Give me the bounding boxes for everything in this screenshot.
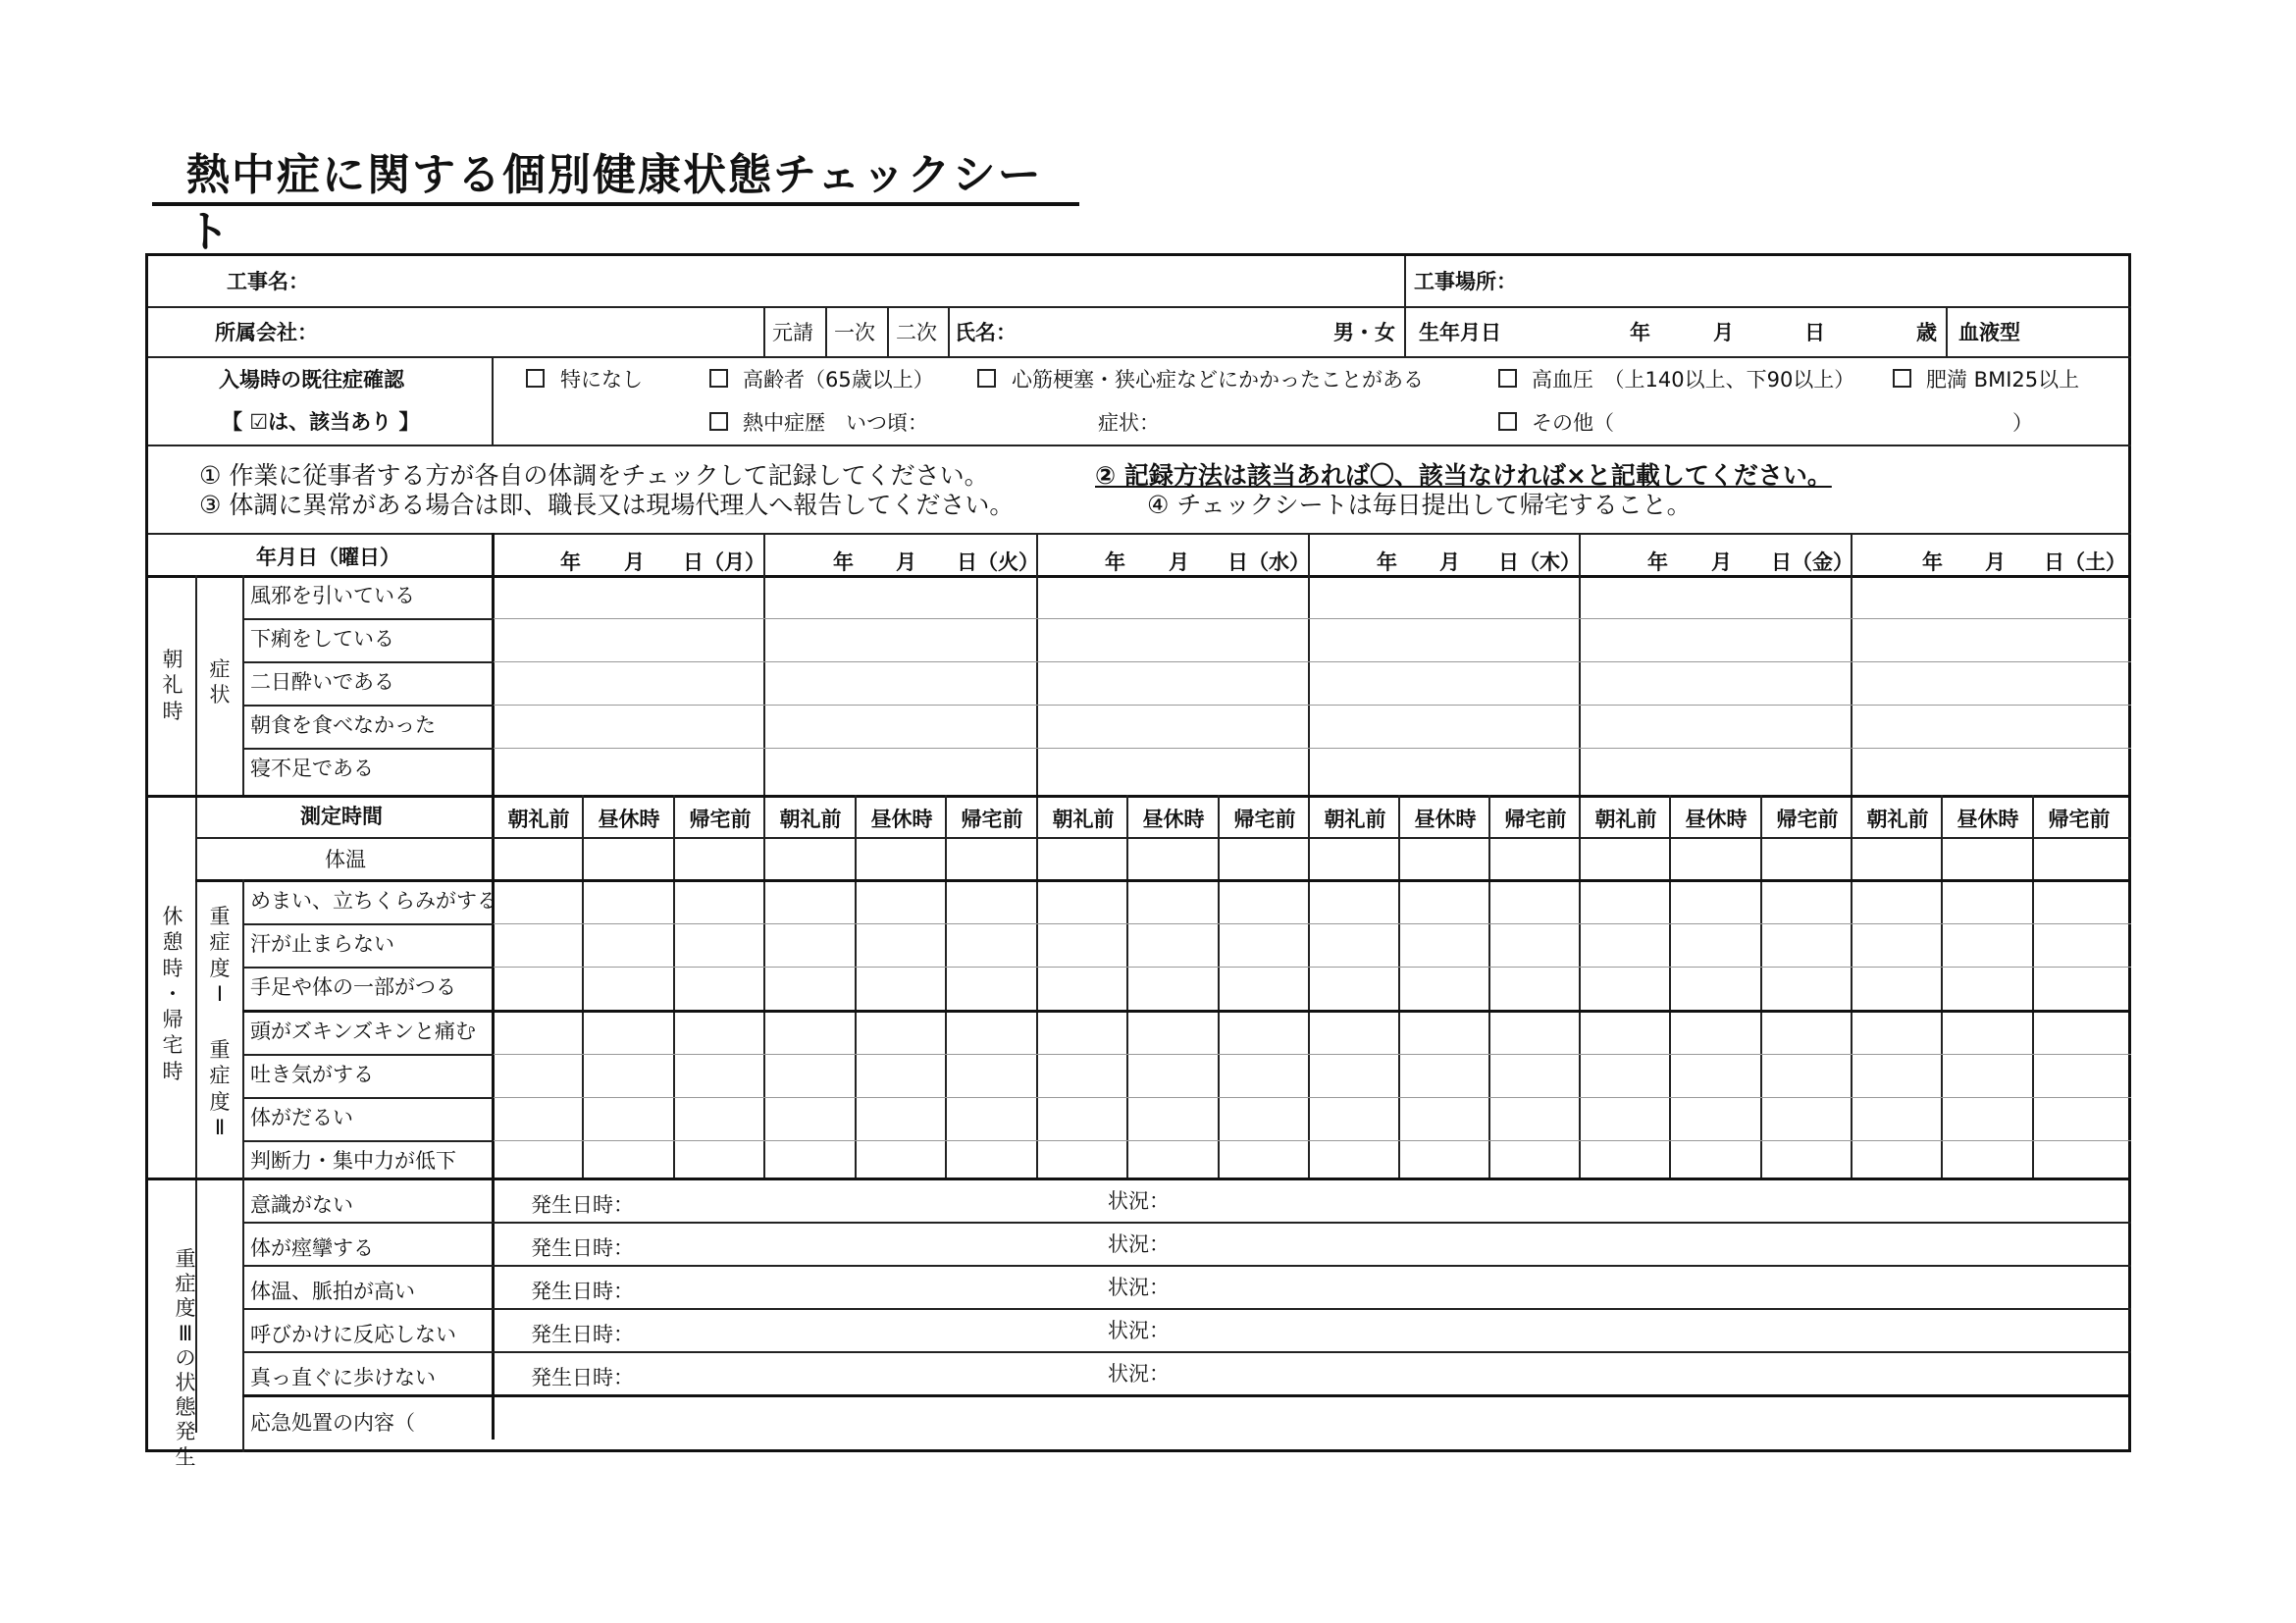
status-label: 状況： bbox=[1108, 1276, 1170, 1299]
slot-line bbox=[1669, 795, 1671, 1178]
morning-item: 下痢をしている bbox=[250, 627, 394, 651]
slot-header: 昼休時 bbox=[1685, 808, 1748, 831]
day4-year: 年 bbox=[1377, 550, 1397, 574]
slot-line bbox=[855, 795, 857, 1178]
day2-month: 月 bbox=[896, 550, 916, 574]
slot-header: 帰宅前 bbox=[1504, 808, 1567, 831]
row-line bbox=[494, 1054, 2131, 1055]
checkbox-heatstroke[interactable] bbox=[709, 412, 728, 431]
row-line bbox=[242, 1097, 493, 1099]
slot-header: 昼休時 bbox=[1142, 808, 1205, 831]
severe-item: 体温、脈拍が高い bbox=[250, 1280, 415, 1303]
row-line bbox=[494, 923, 2131, 924]
contract-second[interactable]: 二次 bbox=[896, 321, 937, 344]
slot-line bbox=[1218, 795, 1220, 1178]
slot-header: 朝礼前 bbox=[1052, 808, 1115, 831]
row-line bbox=[242, 967, 493, 969]
divider bbox=[887, 306, 889, 356]
severity1-item: 手足や体の一部がつる bbox=[250, 975, 456, 999]
row-line bbox=[242, 923, 493, 925]
birth-day: 日 bbox=[1804, 321, 1825, 344]
divider bbox=[1404, 256, 1406, 306]
option-none: 特になし bbox=[560, 368, 643, 392]
company-label: 所属会社： bbox=[215, 321, 318, 344]
morning-item: 朝食を食べなかった bbox=[250, 713, 436, 737]
day5-year: 年 bbox=[1647, 550, 1668, 574]
severity2-label: 重 症 度 Ⅱ bbox=[209, 1038, 231, 1139]
occurrence-label: 発生日時： bbox=[531, 1366, 634, 1389]
severity2-item: 判断力・集中力が低下 bbox=[250, 1149, 456, 1173]
checkbox-none[interactable] bbox=[526, 369, 545, 388]
occurrence-label: 発生日時： bbox=[531, 1236, 634, 1260]
option-elderly: 高齢者（65歳以上） bbox=[743, 368, 934, 392]
option-other: その他（ bbox=[1532, 411, 1614, 435]
row-line bbox=[148, 795, 2131, 798]
instruction-2: ② 記録方法は該当あれば〇、該当なければ×と記載してください。 bbox=[1095, 461, 1832, 490]
option-hypertension: 高血圧 （上140以上、下90以上） bbox=[1532, 368, 1855, 392]
morning-sub-label: 症 状 bbox=[209, 657, 231, 707]
status-label: 状況： bbox=[1108, 1189, 1170, 1213]
row-line bbox=[242, 661, 493, 663]
row-line bbox=[148, 575, 2131, 578]
slot-header: 朝礼前 bbox=[1594, 808, 1657, 831]
day2-day: 日（火） bbox=[957, 550, 1039, 574]
divider bbox=[948, 306, 950, 356]
day-column-line bbox=[763, 533, 765, 1178]
day5-month: 月 bbox=[1711, 550, 1732, 574]
divider bbox=[1404, 306, 1406, 356]
day-column-line bbox=[1308, 533, 1310, 1178]
birthdate-label: 生年月日 bbox=[1419, 321, 1501, 344]
slot-header: 帰宅前 bbox=[961, 808, 1023, 831]
day3-year: 年 bbox=[1105, 550, 1125, 574]
severity1-label: 重 症 度 Ⅰ bbox=[209, 905, 231, 1006]
divider bbox=[825, 306, 827, 356]
severity2-item: 頭がズキンズキンと痛む bbox=[250, 1020, 476, 1043]
option-heart: 心筋梗塞・狭心症などにかかったことがある bbox=[1012, 368, 1424, 392]
contract-prime[interactable]: 元請 bbox=[772, 321, 813, 344]
row-line bbox=[494, 705, 2131, 706]
row-line bbox=[242, 1222, 2131, 1224]
row-line bbox=[242, 618, 493, 620]
row-line bbox=[148, 533, 2131, 535]
row-line bbox=[148, 1178, 2131, 1180]
day-column-line bbox=[1579, 533, 1581, 1178]
row-line bbox=[494, 748, 2131, 749]
date-header: 年月日（曜日） bbox=[256, 546, 400, 569]
construction-name-label: 工事名： bbox=[227, 270, 309, 293]
slot-line bbox=[582, 795, 584, 1178]
slot-header: 昼休時 bbox=[870, 808, 933, 831]
morning-item: 風邪を引いている bbox=[250, 584, 415, 607]
slot-header: 帰宅前 bbox=[689, 808, 752, 831]
row-line bbox=[242, 1140, 493, 1142]
occurrence-label: 発生日時： bbox=[531, 1280, 634, 1303]
slot-header: 昼休時 bbox=[598, 808, 660, 831]
row-line bbox=[494, 1140, 2131, 1141]
row-line bbox=[242, 1010, 2131, 1013]
instruction-1: ① 作業に従事者する方が各自の体調をチェックして記録してください。 bbox=[199, 461, 989, 490]
option-other-close: ） bbox=[2012, 411, 2033, 435]
row-line bbox=[242, 1054, 493, 1056]
slot-line bbox=[1941, 795, 1943, 1178]
option-obesity: 肥満 BMI25以上 bbox=[1926, 368, 2080, 392]
checkbox-hypertension[interactable] bbox=[1498, 369, 1517, 388]
slot-header: 昼休時 bbox=[1957, 808, 2019, 831]
rest-group-label: 休 憩 時 ・ 帰 宅 時 bbox=[162, 905, 183, 1083]
slot-line bbox=[2032, 795, 2034, 1178]
slot-line bbox=[673, 795, 675, 1178]
day5-day: 日（金） bbox=[1771, 550, 1853, 574]
checkbox-heart[interactable] bbox=[977, 369, 996, 388]
severe-group-label: 重 症 度 Ⅲ の 状 態 発 生 bbox=[175, 1247, 196, 1469]
label-column-line bbox=[492, 533, 495, 1440]
day1-year: 年 bbox=[560, 550, 581, 574]
day6-day: 日（土） bbox=[2044, 550, 2126, 574]
history-note: 【 ☑は、該当あり 】 bbox=[222, 410, 420, 434]
occurrence-label: 発生日時： bbox=[531, 1323, 634, 1346]
row-line bbox=[148, 356, 2131, 358]
checkbox-obesity[interactable] bbox=[1893, 369, 1911, 388]
option-heatstroke: 熱中症歴 いつ頃： bbox=[743, 411, 928, 435]
divider bbox=[763, 306, 765, 356]
instruction-4: ④ チェックシートは毎日提出して帰宅すること。 bbox=[1147, 491, 1692, 519]
age-label: 歳 bbox=[1916, 321, 1937, 344]
day3-day: 日（水） bbox=[1227, 550, 1310, 574]
slot-header: 帰宅前 bbox=[2048, 808, 2111, 831]
page-title: 熱中症に関する個別健康状態チェックシート bbox=[152, 147, 1079, 206]
slot-header: 帰宅前 bbox=[1233, 808, 1296, 831]
blood-type-label: 血液型 bbox=[1958, 321, 2020, 344]
day6-month: 月 bbox=[1985, 550, 2006, 574]
row-line bbox=[242, 1265, 2131, 1267]
row-line bbox=[242, 1308, 2131, 1310]
severity1-item: 汗が止まらない bbox=[250, 932, 394, 956]
day4-day: 日（木） bbox=[1498, 550, 1581, 574]
severity2-item: 体がだるい bbox=[250, 1106, 353, 1129]
slot-header: 朝礼前 bbox=[1866, 808, 1929, 831]
slot-line bbox=[945, 795, 947, 1178]
contract-first[interactable]: 一次 bbox=[834, 321, 875, 344]
checkbox-elderly[interactable] bbox=[709, 369, 728, 388]
sex-label[interactable]: 男・女 bbox=[1333, 321, 1395, 344]
row-line bbox=[195, 837, 2131, 839]
row-line bbox=[148, 306, 2131, 308]
instruction-3: ③ 体調に異常がある場合は即、職長又は現場代理人へ報告してください。 bbox=[199, 491, 1015, 519]
slot-header: 朝礼前 bbox=[1324, 808, 1386, 831]
birth-year: 年 bbox=[1630, 321, 1650, 344]
severe-item: 意識がない bbox=[250, 1193, 353, 1217]
row-line bbox=[494, 618, 2131, 619]
morning-item: 二日酔いである bbox=[250, 670, 394, 694]
slot-line bbox=[1760, 795, 1762, 1178]
row-line bbox=[494, 661, 2131, 662]
row-line bbox=[494, 1097, 2131, 1098]
slot-header: 朝礼前 bbox=[507, 808, 570, 831]
slot-line bbox=[1488, 795, 1490, 1178]
symptom-label: 症状： bbox=[1098, 411, 1160, 435]
day6-year: 年 bbox=[1922, 550, 1943, 574]
day1-day: 日（月） bbox=[683, 550, 765, 574]
day3-month: 月 bbox=[1169, 550, 1189, 574]
status-label: 状況： bbox=[1108, 1232, 1170, 1256]
sub-column-line bbox=[242, 575, 244, 795]
severe-item: 呼びかけに反応しない bbox=[250, 1323, 456, 1346]
divider bbox=[492, 356, 494, 445]
severity1-item: めまい、立ちくらみがする bbox=[250, 889, 497, 913]
morning-item: 寝不足である bbox=[250, 757, 374, 780]
slot-header: 昼休時 bbox=[1414, 808, 1477, 831]
history-label: 入場時の既往症確認 bbox=[219, 368, 404, 392]
slot-header: 朝礼前 bbox=[779, 808, 842, 831]
day1-month: 月 bbox=[624, 550, 645, 574]
slot-line bbox=[1126, 795, 1128, 1178]
slot-header: 帰宅前 bbox=[1776, 808, 1839, 831]
occurrence-label: 発生日時： bbox=[531, 1193, 634, 1217]
divider bbox=[1946, 306, 1948, 356]
row-line bbox=[242, 748, 493, 750]
check-sheet-form bbox=[145, 253, 2131, 1469]
status-label: 状況： bbox=[1108, 1319, 1170, 1342]
row-line bbox=[242, 705, 493, 707]
row-line bbox=[494, 967, 2131, 968]
severe-item: 真っ直ぐに歩けない bbox=[250, 1366, 436, 1389]
severe-item: 体が痙攣する bbox=[250, 1236, 374, 1260]
day2-year: 年 bbox=[833, 550, 854, 574]
temperature-label: 体温 bbox=[325, 848, 366, 871]
day-column-line bbox=[1851, 533, 1852, 1178]
status-label: 状況： bbox=[1108, 1362, 1170, 1386]
day4-month: 月 bbox=[1439, 550, 1460, 574]
severity2-item: 吐き気がする bbox=[250, 1063, 374, 1086]
row-line bbox=[148, 445, 2131, 446]
row-line bbox=[195, 879, 2131, 882]
row-line bbox=[242, 1394, 2131, 1397]
first-aid-label: 応急処置の内容（ bbox=[250, 1411, 415, 1435]
morning-group-label: 朝 礼 時 bbox=[162, 648, 183, 723]
sub-column-line bbox=[242, 1178, 244, 1452]
name-label: 氏名： bbox=[955, 321, 1017, 344]
slot-line bbox=[1398, 795, 1400, 1178]
row-line bbox=[242, 1351, 2131, 1353]
birth-month: 月 bbox=[1713, 321, 1734, 344]
checkbox-other[interactable] bbox=[1498, 412, 1517, 431]
site-location-label: 工事場所： bbox=[1414, 270, 1517, 293]
measure-time-label: 測定時間 bbox=[300, 805, 383, 828]
day-column-line bbox=[1036, 533, 1038, 1178]
